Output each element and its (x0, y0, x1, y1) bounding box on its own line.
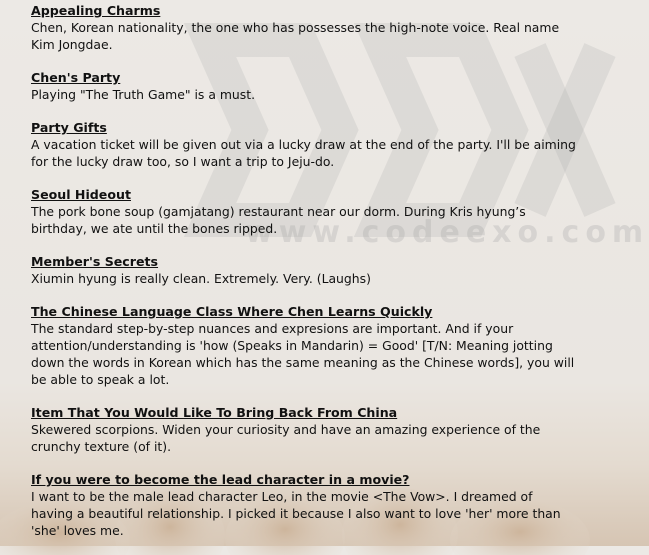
section-heading: If you were to become the lead character in a movie? (31, 472, 410, 487)
section-chens-party (31, 69, 576, 103)
section-body: The standard step-by-step nuances and expresions are important. And if your attention/understanding is 'how (Speaks in Mandarin) = Good' [T/N: Meaning jotting down the words in Korean which has the same meaning as the Chinese words], you will be able to speak a lot. (31, 321, 575, 387)
section-body: A vacation ticket will be given out via a lucky draw at the end of the party. I'll be aiming for the lucky draw too, so I want a trip to Jeju-do. (31, 137, 576, 169)
section-body: Chen, Korean nationality, the one who has possesses the high-note voice. Real name Kim Jongdae. (31, 20, 560, 52)
article-content (31, 2, 576, 555)
section-heading: The Chinese Language Class Where Chen Learns Quickly (31, 304, 433, 319)
section-heading: Appealing Charms (31, 3, 161, 18)
section-members-secrets (31, 253, 576, 287)
section-seoul-hideout (31, 186, 576, 237)
section-heading: Item That You Would Like To Bring Back From China (31, 405, 398, 420)
section-lead-character (31, 471, 576, 539)
section-chinese-class (31, 303, 576, 388)
section-item-from-china (31, 404, 576, 455)
section-body: Playing "The Truth Game" is a must. (31, 87, 256, 102)
section-body: I want to be the male lead character Leo, in the movie <The Vow>. I dreamed of having a beautiful relationship. I picked it because I also want to love 'her' more than 'she' loves me. (31, 489, 561, 538)
section-party-gifts (31, 119, 576, 170)
section-appealing-charms (31, 2, 576, 53)
site-watermark: www.codeexo.com (245, 215, 649, 250)
section-body: Skewered scorpions. Widen your curiosity and have an amazing experience of the crunchy texture (of it). (31, 422, 541, 454)
section-heading: Member's Secrets (31, 254, 159, 269)
section-body: The pork bone soup (gamjatang) restaurant near our dorm. During Kris hyung’s birthday, we ate until the bones ripped. (31, 204, 526, 236)
section-heading: Chen's Party (31, 70, 121, 85)
section-heading: Seoul Hideout (31, 187, 131, 202)
section-body: Xiumin hyung is really clean. Extremely. Very. (Laughs) (31, 271, 371, 286)
section-heading: Party Gifts (31, 120, 107, 135)
